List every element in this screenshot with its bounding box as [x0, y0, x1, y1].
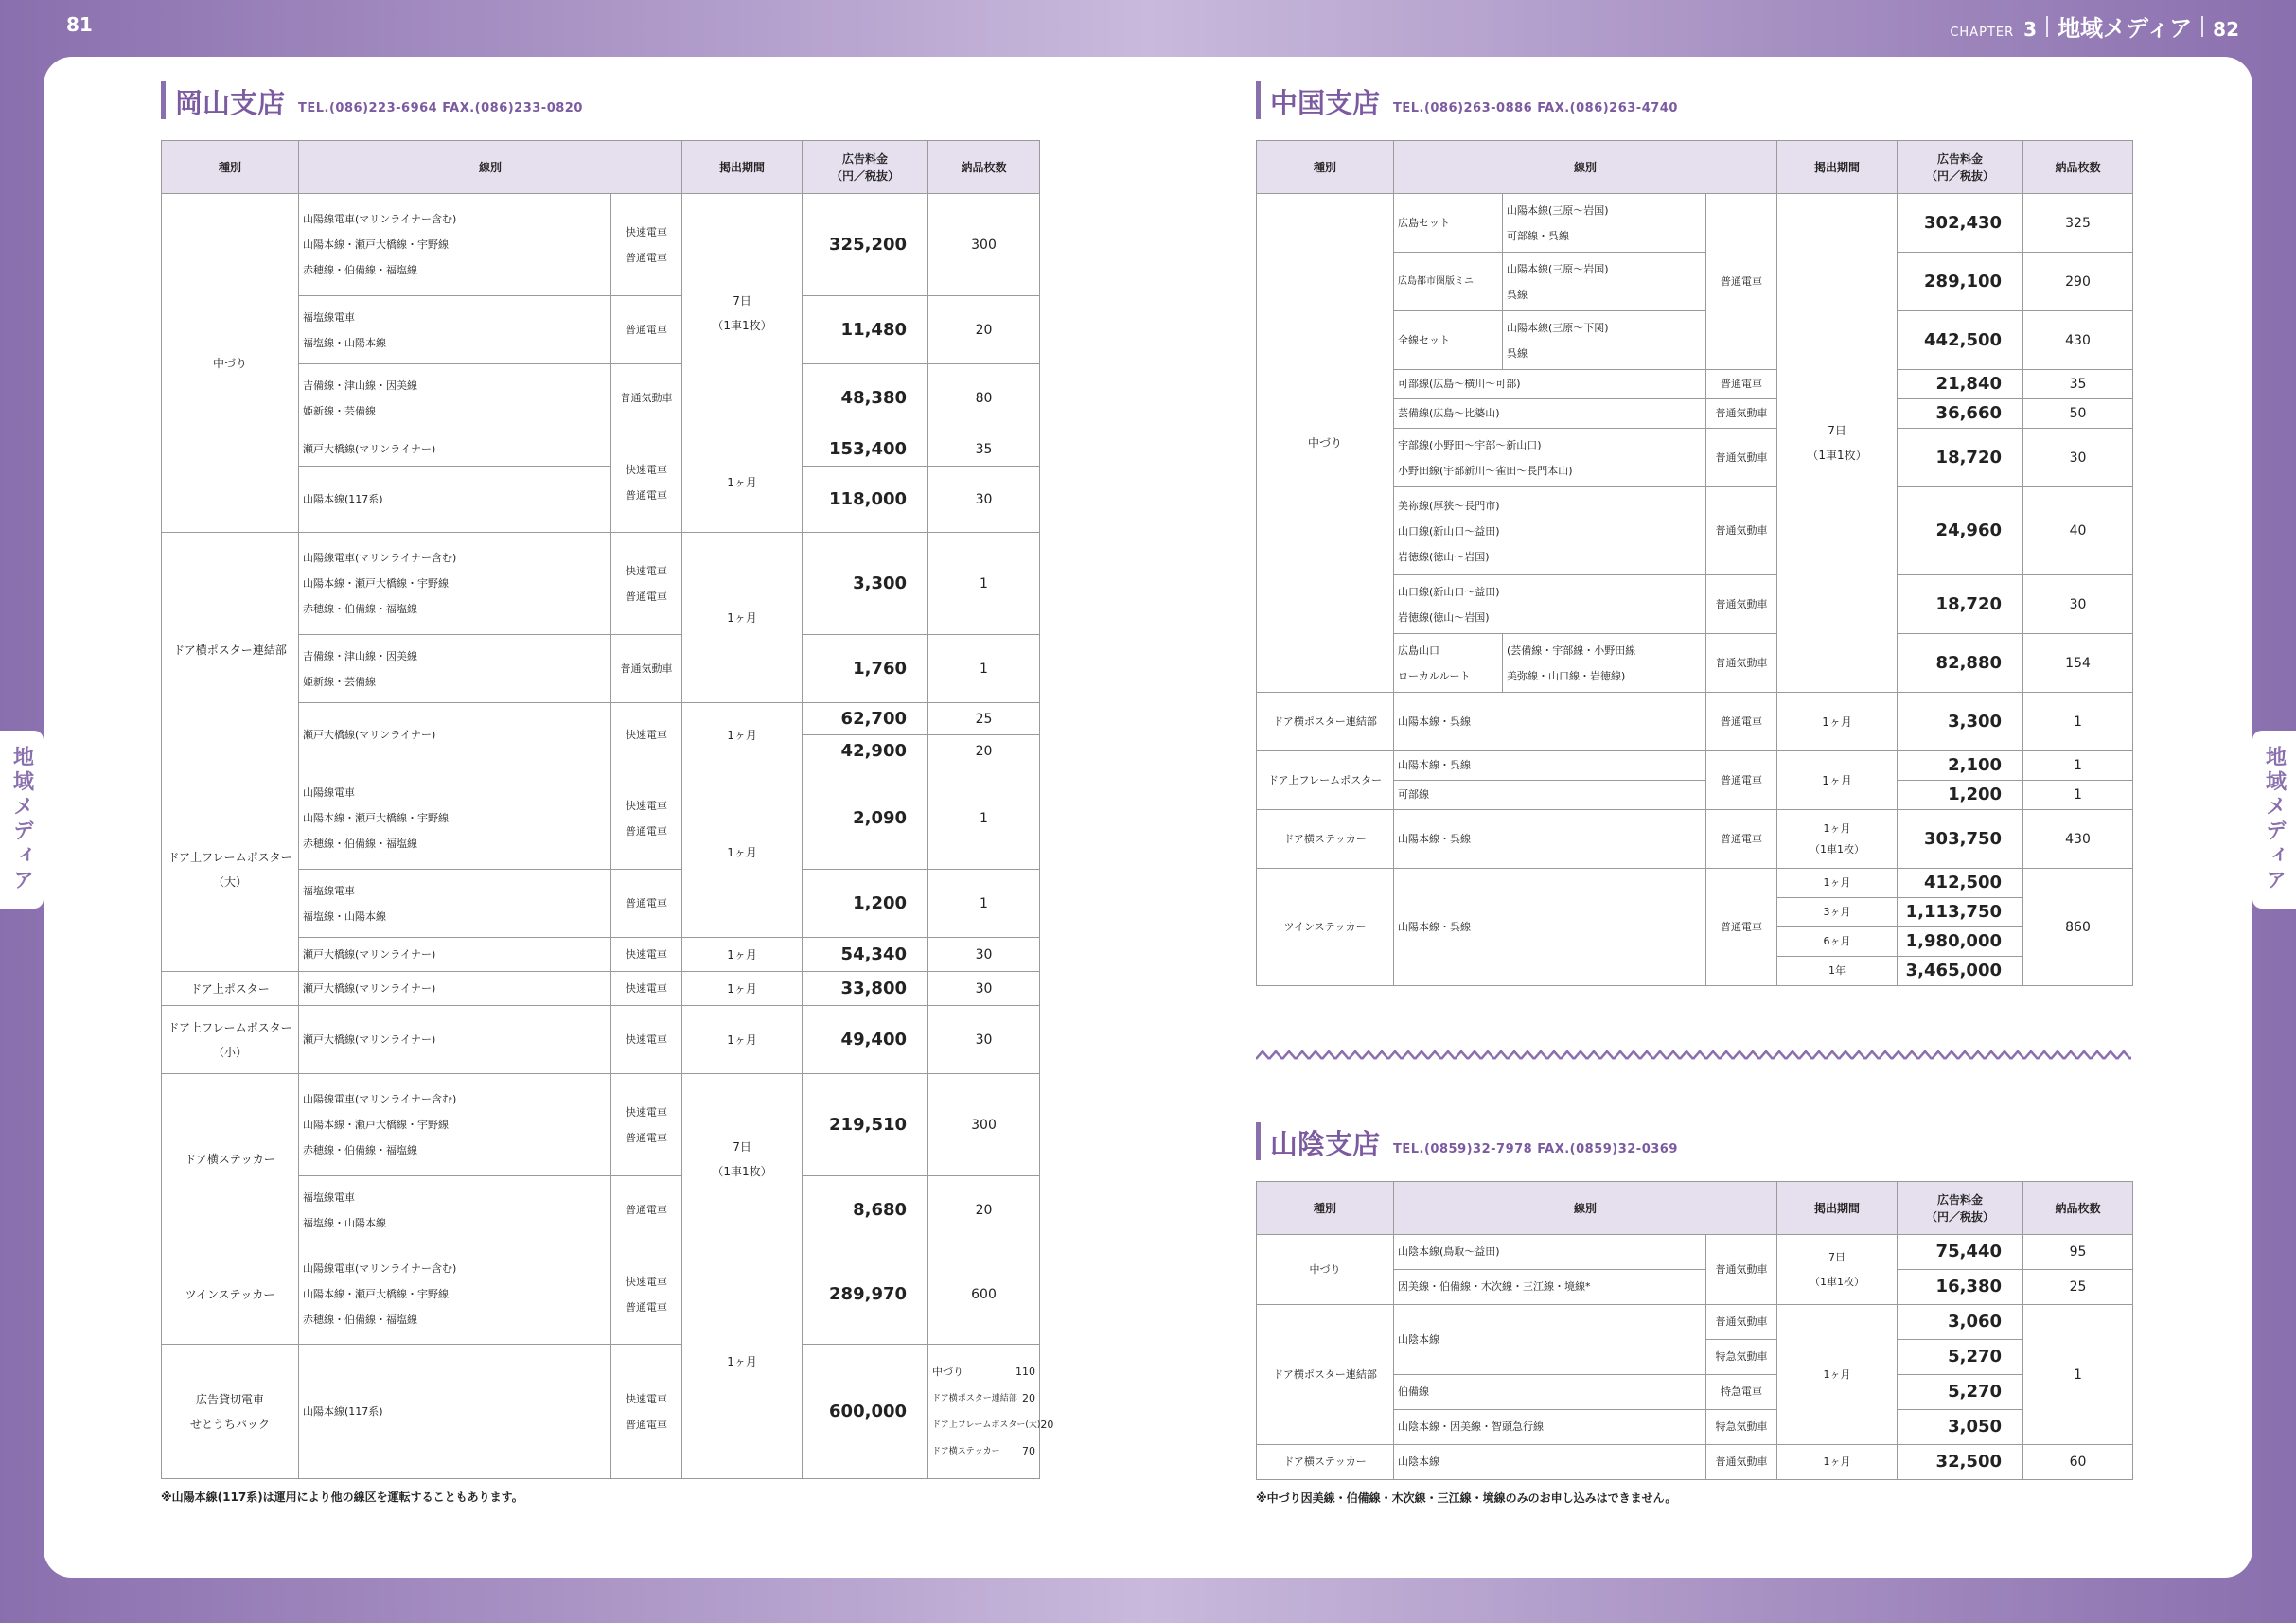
kind-cell: 中づり [1257, 1235, 1394, 1305]
line-text: 呉線 [1507, 288, 1528, 301]
train-type: 普通電車 [611, 870, 682, 938]
line-text: 姫新線・芸備線 [303, 404, 376, 417]
qty-cell: 50 [2023, 399, 2133, 429]
train-type: 快速電車 [626, 1392, 667, 1405]
price-cell: 303,750 [1898, 810, 2023, 869]
pack-breakdown [928, 1345, 1054, 1479]
qty-cell: 95 [2023, 1235, 2133, 1270]
price-cell: 442,500 [1898, 311, 2023, 370]
qty-cell: 1 [928, 533, 1040, 635]
pack-label: ドア上フレームポスター(大) [932, 1420, 1041, 1430]
qty-cell: 30 [2023, 429, 2133, 487]
price-cell: 289,970 [803, 1244, 928, 1345]
train-type: 普通電車 [626, 1300, 667, 1314]
kind-cell: ドア横ポスター連結部 [1257, 1305, 1394, 1445]
col-qty: 納品枚数 [928, 141, 1040, 194]
train-type: 快速電車 [611, 938, 682, 972]
price-cell: 42,900 [803, 735, 928, 767]
train-type: 普通電車 [626, 1418, 667, 1431]
price-cell: 1,113,750 [1898, 898, 2023, 927]
train-type: 普通電車 [1706, 751, 1777, 810]
sanin-table [1256, 1181, 2133, 1480]
price-cell: 412,500 [1898, 869, 2023, 898]
line-text: 山陽本線(117系) [299, 467, 611, 533]
chapter-header [1950, 9, 2239, 43]
train-type: 普通気動車 [1706, 487, 1777, 575]
table-row [162, 1244, 1040, 1345]
train-type: 普通気動車 [1706, 1235, 1777, 1305]
table-row [1257, 1235, 2133, 1270]
price-cell: 54,340 [803, 938, 928, 972]
table-row [1257, 1305, 2133, 1340]
section-header [161, 81, 1040, 119]
table-row [1257, 194, 2133, 253]
line-text: 小野田線(宇部新川～雀田～長門本山) [1398, 464, 1573, 477]
kind-cell: ドア横ステッカー [162, 1074, 299, 1244]
price-cell: 8,680 [803, 1176, 928, 1244]
line-text: 瀬戸大橋線(マリンライナー) [299, 938, 611, 972]
line-text: 山陰本線 [1394, 1305, 1706, 1375]
price-cell: 3,300 [1898, 693, 2023, 751]
line-text: 山陰本線(鳥取～益田) [1394, 1235, 1706, 1270]
line-text: 山陽線電車(マリンライナー含む) [303, 213, 457, 225]
period-cell: 1ヶ月 [682, 533, 803, 703]
table-row [1257, 810, 2133, 869]
line-text: 福塩線電車 [303, 310, 355, 324]
line-text: 山陽本線(117系) [299, 1345, 611, 1479]
line-text: 福塩線電車 [303, 884, 355, 897]
kind-cell: ドア横ポスター連結部 [162, 533, 299, 767]
footnote: ※山陽本線(117系)は運用により他の線区を運転することもあります。 [161, 1491, 523, 1504]
train-type: 普通電車 [1706, 869, 1777, 986]
train-type: 快速電車 [611, 703, 682, 767]
col-line: 線別 [1394, 1182, 1777, 1235]
sanin-section [1256, 1122, 2133, 1506]
train-type: 普通電車 [626, 1131, 667, 1144]
okayama-table [161, 140, 1054, 1479]
section-header [1256, 1122, 2133, 1160]
line-text: 姫新線・芸備線 [303, 675, 376, 688]
price-cell: 1,200 [1898, 781, 2023, 810]
section-header [1256, 81, 2133, 119]
train-type: 快速電車 [626, 1275, 667, 1288]
train-type: 普通気動車 [1706, 575, 1777, 634]
line-text: 山陽線電車(マリンライナー含む) [303, 1262, 457, 1275]
train-type: 普通気動車 [1706, 634, 1777, 693]
period-cell: 1ヶ月 [1777, 1305, 1898, 1445]
qty-cell: 35 [928, 432, 1040, 467]
price-cell: 16,380 [1898, 1270, 2023, 1305]
pack-label: ドア横ステッカー [932, 1446, 1000, 1456]
period-cell: 1ヶ月 [1777, 751, 1898, 810]
line-text: 瀬戸大橋線(マリンライナー) [299, 972, 611, 1006]
period-cell: 1ヶ月 [682, 767, 803, 938]
kind-cell: 中づり [1257, 194, 1394, 693]
line-text: 山口線(新山口～益田) [1398, 585, 1500, 598]
line-text: 岩徳線(徳山～岩国) [1398, 550, 1490, 563]
line-text: 芸備線(広島～比婆山) [1394, 399, 1706, 429]
side-tab-right: 地域メディア [2252, 731, 2296, 909]
table-row [162, 1006, 1040, 1074]
train-type: 快速電車 [611, 972, 682, 1006]
line-text: 瀬戸大橋線(マリンライナー) [299, 703, 611, 767]
branch-name: 中国支店 [1270, 87, 1381, 119]
price-cell: 289,100 [1898, 253, 2023, 311]
col-kind: 種別 [1257, 1182, 1394, 1235]
col-line: 線別 [1394, 141, 1777, 194]
table-row [162, 533, 1040, 635]
price-cell: 75,440 [1898, 1235, 2023, 1270]
period-cell: 7日 （1車1枚） [1777, 194, 1898, 693]
col-qty: 納品枚数 [2023, 141, 2133, 194]
price-cell: 3,465,000 [1898, 957, 2023, 986]
col-period: 掲出期間 [1777, 1182, 1898, 1235]
price-cell: 11,480 [803, 296, 928, 364]
price-cell: 24,960 [1898, 487, 2023, 575]
price-cell: 62,700 [803, 703, 928, 735]
pack-qty: 70 [1022, 1444, 1036, 1457]
line-text: 美祢線(厚狭～長門市) [1398, 499, 1500, 512]
period-cell: 1ヶ月 [1777, 1445, 1898, 1480]
okayama-section [161, 81, 1054, 1505]
price-cell: 2,100 [1898, 751, 2023, 781]
price-cell: 5,270 [1898, 1340, 2023, 1375]
line-text: 吉備線・津山線・因美線 [303, 379, 417, 392]
train-type: 特急気動車 [1706, 1340, 1777, 1375]
footnote: ※中づり因美線・伯備線・木次線・三江線・境線のみのお申し込みはできません。 [1256, 1491, 1677, 1505]
line-text: 山陽本線(三原～岩国) [1507, 203, 1609, 217]
train-type: 普通電車 [1706, 370, 1777, 399]
line-text: 吉備線・津山線・因美線 [303, 649, 417, 662]
qty-cell: 1 [2023, 781, 2133, 810]
price-cell: 219,510 [803, 1074, 928, 1176]
period-cell: 1ヶ月 [682, 432, 803, 533]
price-cell: 49,400 [803, 1006, 928, 1074]
train-type: 普通気動車 [1706, 399, 1777, 429]
line-text: 赤穂線・伯備線・福塩線 [303, 1144, 417, 1156]
kind-cell: 広告貸切電車 せとうちパック [162, 1345, 299, 1479]
line-text: 可部線 [1394, 781, 1706, 810]
table-row [1257, 869, 2133, 898]
table-row [162, 1345, 1040, 1479]
col-line: 線別 [299, 141, 682, 194]
period-cell: 1ヶ月 （1車1枚） [1777, 810, 1898, 869]
qty-cell: 30 [928, 1006, 1040, 1074]
line-text: 福塩線・山陽本線 [303, 909, 386, 923]
period-cell: 1ヶ月 [682, 1006, 803, 1074]
col-price: 広告料金 （円／税抜） [1898, 141, 2023, 194]
train-type: 特急気動車 [1706, 1410, 1777, 1445]
qty-cell: 430 [2023, 311, 2133, 370]
train-type: 快速電車 [626, 564, 667, 577]
col-period: 掲出期間 [682, 141, 803, 194]
side-tab-left: 地域メディア [0, 731, 44, 909]
train-type: 普通気動車 [1706, 1445, 1777, 1480]
line-text: 山陽本線・瀬戸大橋線・宇野線 [303, 1288, 449, 1300]
train-type: 快速電車 [626, 463, 667, 476]
kind-cell: ドア上フレームポスター [1257, 751, 1394, 810]
qty-cell: 30 [928, 938, 1040, 972]
line-text: 山陽本線・瀬戸大橋線・宇野線 [303, 812, 449, 824]
line-text: 山陽本線・呉線 [1394, 751, 1706, 781]
line-text: 瀬戸大橋線(マリンライナー) [299, 432, 611, 467]
train-type: 特急電車 [1706, 1375, 1777, 1410]
price-cell: 21,840 [1898, 370, 2023, 399]
qty-cell: 1 [2023, 1305, 2133, 1445]
price-cell: 600,000 [803, 1345, 928, 1479]
qty-cell: 600 [928, 1244, 1040, 1345]
period-cell: 6ヶ月 [1777, 927, 1898, 957]
line-text: 福塩線・山陽本線 [303, 336, 386, 349]
line-text: 山陽本線・呉線 [1394, 693, 1706, 751]
line-text: 山陽本線・呉線 [1394, 869, 1706, 986]
qty-cell: 325 [2023, 194, 2133, 253]
line-text: 山口線(新山口～益田) [1398, 524, 1500, 538]
period-cell: 3ヶ月 [1777, 898, 1898, 927]
line-text: 山陽本線・呉線 [1394, 810, 1706, 869]
table-row [1257, 1445, 2133, 1480]
train-type: 普通電車 [626, 488, 667, 502]
period-cell: 1ヶ月 [682, 703, 803, 767]
qty-cell: 1 [928, 767, 1040, 870]
branch-name: 山陰支店 [1270, 1128, 1381, 1160]
period-cell: 1ヶ月 [682, 972, 803, 1006]
kind-cell: ドア横ポスター連結部 [1257, 693, 1394, 751]
qty-cell: 430 [2023, 810, 2133, 869]
kind-cell: ドア上フレームポスター （大） [162, 767, 299, 972]
price-cell: 18,720 [1898, 429, 2023, 487]
line-text: 山陽本線・瀬戸大橋線・宇野線 [303, 1119, 449, 1131]
table-row [162, 194, 1040, 296]
col-price: 広告料金 （円／税抜） [803, 141, 928, 194]
line-text: 岩徳線(徳山～岩国) [1398, 610, 1490, 624]
price-cell: 302,430 [1898, 194, 2023, 253]
price-cell: 18,720 [1898, 575, 2023, 634]
train-type: 快速電車 [626, 1105, 667, 1119]
price-cell: 153,400 [803, 432, 928, 467]
train-type: 普通気動車 [1706, 1305, 1777, 1340]
line-text: 福塩線電車 [303, 1191, 355, 1204]
train-type: 普通電車 [611, 1176, 682, 1244]
line-text: 山陽本線・瀬戸大橋線・宇野線 [303, 238, 449, 251]
train-type: 普通電車 [1706, 194, 1777, 370]
price-cell: 48,380 [803, 364, 928, 432]
zigzag-divider [1256, 1050, 2131, 1060]
qty-cell: 20 [928, 735, 1040, 767]
col-price: 広告料金 （円／税抜） [1898, 1182, 2023, 1235]
qty-cell: 300 [928, 194, 1040, 296]
price-cell: 325,200 [803, 194, 928, 296]
chapter-title: 地域メディア [2058, 15, 2193, 42]
branch-contact: TEL.(086)223-6964 FAX.(086)233-0820 [298, 101, 583, 115]
price-cell: 3,060 [1898, 1305, 2023, 1340]
kind-cell: ドア横ステッカー [1257, 1445, 1394, 1480]
col-qty: 納品枚数 [2023, 1182, 2133, 1235]
line-text: 山陰本線・因美線・智頭急行線 [1394, 1410, 1706, 1445]
qty-cell: 30 [928, 972, 1040, 1006]
period-cell: 1年 [1777, 957, 1898, 986]
branch-contact: TEL.(086)263-0886 FAX.(086)263-4740 [1393, 101, 1678, 115]
table-row [162, 767, 1040, 870]
line-text: 山陽線電車(マリンライナー含む) [303, 552, 457, 564]
qty-cell: 35 [2023, 370, 2133, 399]
kind-cell: ドア上ポスター [162, 972, 299, 1006]
train-type: 快速電車 [626, 799, 667, 812]
train-type: 快速電車 [626, 225, 667, 238]
train-type: 普通気動車 [611, 635, 682, 703]
branch-name: 岡山支店 [175, 87, 286, 119]
qty-cell: 154 [2023, 634, 2133, 693]
line-text: 山陽線電車(マリンライナー含む) [303, 1093, 457, 1105]
train-type: 普通電車 [626, 590, 667, 603]
line-text: 山陽線電車 [303, 786, 355, 799]
train-type: 普通電車 [626, 251, 667, 264]
local-name: ローカルルート [1398, 669, 1471, 682]
train-type: 普通電車 [611, 296, 682, 364]
line-text: 可部線・呉線 [1507, 229, 1569, 242]
line-text: 福塩線・山陽本線 [303, 1216, 386, 1229]
train-type: 普通電車 [1706, 810, 1777, 869]
price-cell: 3,050 [1898, 1410, 2023, 1445]
qty-cell: 20 [928, 1176, 1040, 1244]
pack-qty: 20 [1022, 1391, 1036, 1404]
qty-cell: 80 [928, 364, 1040, 432]
chugoku-table [1256, 140, 2133, 986]
train-type: 快速電車 [611, 1006, 682, 1074]
line-text: 赤穂線・伯備線・福塩線 [303, 1314, 417, 1326]
price-cell: 3,300 [803, 533, 928, 635]
period-cell: 1ヶ月 [1777, 693, 1898, 751]
price-cell: 33,800 [803, 972, 928, 1006]
qty-cell: 60 [2023, 1445, 2133, 1480]
pack-qty: 20 [1040, 1418, 1054, 1431]
line-text: 山陽本線(三原～下関) [1507, 321, 1609, 334]
local-name: 広島山口 [1398, 644, 1439, 657]
branch-contact: TEL.(0859)32-7978 FAX.(0859)32-0369 [1393, 1142, 1678, 1156]
train-type: 普通電車 [626, 824, 667, 838]
col-kind: 種別 [162, 141, 299, 194]
pack-qty: 110 [1016, 1365, 1036, 1378]
col-period: 掲出期間 [1777, 141, 1898, 194]
period-cell: 7日 （1車1枚） [682, 1074, 803, 1244]
kind-cell: ツインステッカー [162, 1244, 299, 1345]
qty-cell: 1 [928, 635, 1040, 703]
chugoku-section [1256, 81, 2133, 986]
qty-cell: 1 [2023, 693, 2133, 751]
table-row [1257, 751, 2133, 781]
line-text: 山陽本線(三原～岩国) [1507, 262, 1609, 275]
line-text: 宇部線(小野田～宇部～新山口) [1398, 438, 1542, 451]
line-text: 呉線 [1507, 346, 1528, 360]
line-text: 赤穂線・伯備線・福塩線 [303, 264, 417, 276]
price-cell: 118,000 [803, 467, 928, 533]
qty-cell: 40 [2023, 487, 2133, 575]
price-cell: 32,500 [1898, 1445, 2023, 1480]
kind-cell: ドア横ステッカー [1257, 810, 1394, 869]
divider [2201, 16, 2203, 37]
qty-cell: 25 [928, 703, 1040, 735]
price-cell: 82,880 [1898, 634, 2023, 693]
period-cell: 1ヶ月 [1777, 869, 1898, 898]
period-cell: 7日 （1車1枚） [1777, 1235, 1898, 1305]
qty-cell: 1 [928, 870, 1040, 938]
col-kind: 種別 [1257, 141, 1394, 194]
line-text: 山陽本線・瀬戸大橋線・宇野線 [303, 577, 449, 590]
pack-label: 中づり [932, 1365, 964, 1378]
period-cell: 1ヶ月 [682, 1244, 803, 1479]
line-text: 因美線・伯備線・木次線・三江線・境線* [1394, 1270, 1706, 1305]
price-cell: 1,200 [803, 870, 928, 938]
qty-cell: 25 [2023, 1270, 2133, 1305]
qty-cell: 30 [928, 467, 1040, 533]
line-text: 赤穂線・伯備線・福塩線 [303, 838, 417, 850]
line-text: 美弥線・山口線・岩徳線) [1507, 669, 1626, 682]
page-number-right: 82 [2213, 18, 2239, 41]
line-text: (芸備線・宇部線・小野田線 [1507, 644, 1636, 657]
train-type: 普通気動車 [1706, 429, 1777, 487]
pack-label: ドア横ポスター連結部 [932, 1393, 1017, 1403]
line-text: 伯備線 [1394, 1375, 1706, 1410]
qty-cell: 860 [2023, 869, 2133, 986]
chapter-label: CHAPTER [1950, 26, 2015, 40]
set-name: 広島セット [1394, 194, 1503, 253]
kind-cell: 中づり [162, 194, 299, 533]
kind-cell: ツインステッカー [1257, 869, 1394, 986]
qty-cell: 290 [2023, 253, 2133, 311]
period-cell: 1ヶ月 [682, 938, 803, 972]
price-cell: 2,090 [803, 767, 928, 870]
line-text: 山陰本線 [1394, 1445, 1706, 1480]
page-number-left: 81 [66, 13, 93, 36]
kind-cell: ドア上フレームポスター （小） [162, 1006, 299, 1074]
price-cell: 5,270 [1898, 1375, 2023, 1410]
train-type: 普通電車 [1706, 693, 1777, 751]
period-cell: 7日 （1車1枚） [682, 194, 803, 432]
set-name: 全線セット [1394, 311, 1503, 370]
divider [2046, 16, 2048, 37]
chapter-number: 3 [2023, 18, 2038, 41]
qty-cell: 300 [928, 1074, 1040, 1176]
table-row [162, 1074, 1040, 1176]
table-row [162, 972, 1040, 1006]
price-cell: 36,660 [1898, 399, 2023, 429]
line-text: 赤穂線・伯備線・福塩線 [303, 603, 417, 615]
train-type: 普通気動車 [611, 364, 682, 432]
price-cell: 1,980,000 [1898, 927, 2023, 957]
qty-cell: 20 [928, 296, 1040, 364]
line-text: 可部線(広島～横川～可部) [1394, 370, 1706, 399]
qty-cell: 30 [2023, 575, 2133, 634]
line-text: 瀬戸大橋線(マリンライナー) [299, 1006, 611, 1074]
table-row [1257, 693, 2133, 751]
price-cell: 1,760 [803, 635, 928, 703]
qty-cell: 1 [2023, 751, 2133, 781]
set-name: 広島都市圏版ミニ [1394, 253, 1503, 311]
